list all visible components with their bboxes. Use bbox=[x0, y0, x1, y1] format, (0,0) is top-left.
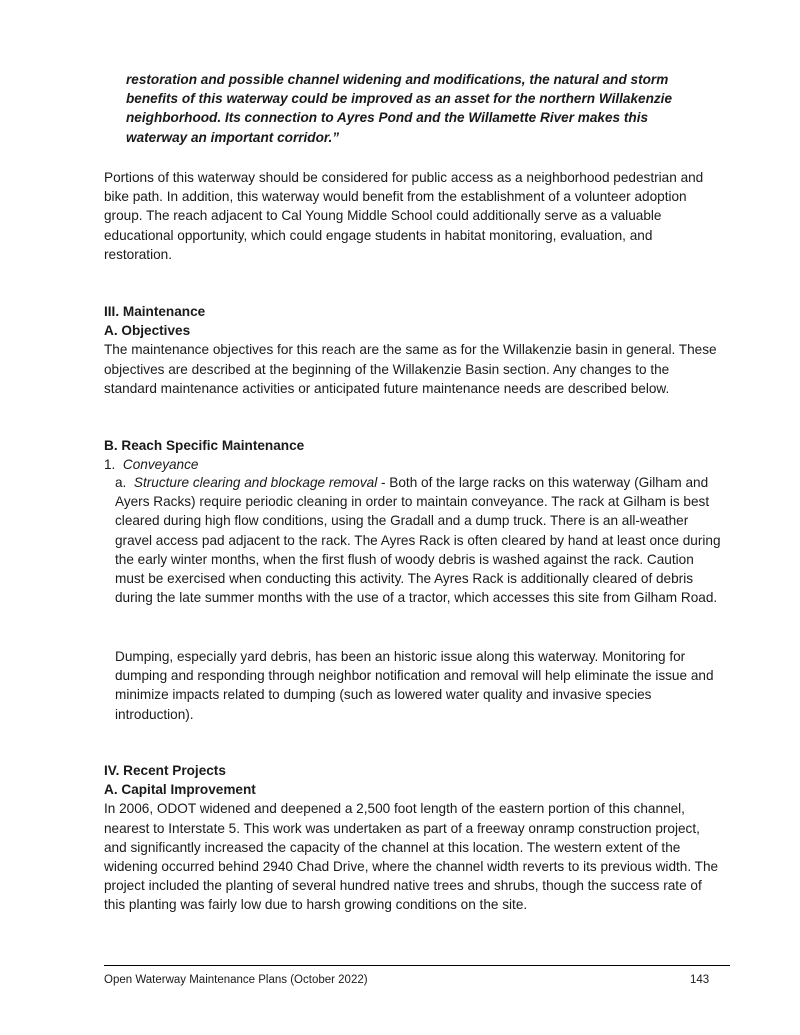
maintenance-heading: III. Maintenance bbox=[104, 304, 206, 319]
footer-title: Open Waterway Maintenance Plans (October 2022) bbox=[104, 974, 368, 986]
conveyance-item bbox=[104, 455, 724, 474]
structure-clearing-item bbox=[115, 473, 725, 607]
capital-improvement-heading: A. Capital Improvement bbox=[104, 782, 256, 798]
item-letter: a. bbox=[115, 475, 127, 490]
structure-clearing-text: - Both of the large racks on this waterway (Gilham and Ayers Racks) require periodic cleaning in order to maintain conveyance. The rack at Gilham is best cleared during high flow conditions, using the Gradall and a dump truck. There is an all-weather gravel access pad adjacent to the rack. The Ayres Rack is often cleared by hand at least once during the early winter months, when the first flush of woody debris is washed against the rack. Caution must be exercised when conducting this activity. The Ayres Rack is additionally cleared of debris during the late summer months with the use of a tractor, which accesses this site from Gilham Road. bbox=[115, 475, 721, 606]
recent-projects-heading: IV. Recent Projects bbox=[104, 763, 226, 778]
intro-paragraph: Portions of this waterway should be considered for public access as a neighborhood pedestrian and bike path. In addition, this waterway would benefit from the establishment of a volunteer adoption group. The reach adjacent to Cal Young Middle School could additionally serve as a valuable educational opportunity, which could engage students in habitat monitoring, evaluation, and restoration. bbox=[104, 170, 704, 262]
page-number: 143 bbox=[690, 974, 710, 986]
reach-heading: B. Reach Specific Maintenance bbox=[104, 438, 305, 453]
conveyance-label: Conveyance bbox=[122, 457, 199, 473]
objectives-text: The maintenance objectives for this reach are the same as for the Willakenzie basin in general. These objectives are described at the beginning of the Willakenzie Basin section. Any changes to the standard maintenance activities or anticipated future maintenance needs are described below. bbox=[104, 342, 717, 396]
quote-block: restoration and possible channel widening and modifications, the natural and storm benefits of this waterway could be improved as an asset for the northern Willakenzie neighborhood. Its connection to Ayres Pond and the Willamette River makes this waterway an important corridor.” bbox=[126, 72, 673, 145]
item-number: 1. bbox=[104, 457, 116, 473]
dumping-paragraph: Dumping, especially yard debris, has been an historic issue along this waterway. Monitoring for dumping and responding through neighbor notification and removal will help eliminate the issue and minimize impacts related to dumping (such as lowered water quality and invasive species introduction). bbox=[115, 649, 714, 722]
maintenance-section bbox=[104, 302, 724, 398]
capital-improvement-text: In 2006, ODOT widened and deepened a 2,500 foot length of the eastern portion of this channel, nearest to Interstate 5. This work was undertaken as part of a freeway onramp construction project, and significantly increased the capacity of the channel at this location. The western extent of the widening occurred behind 2940 Chad Drive, where the channel width reverts to its previous width. The project included the planting of several hundred native trees and shrubs, though the success rate of this planting was fairly low due to harsh growing conditions on the site. bbox=[104, 801, 719, 913]
structure-clearing-title: Structure clearing and blockage removal bbox=[133, 475, 378, 490]
reach-maintenance-section bbox=[104, 436, 724, 474]
footer-divider bbox=[104, 965, 730, 966]
objectives-heading: A. Objectives bbox=[104, 323, 191, 339]
recent-projects-section bbox=[104, 761, 724, 915]
